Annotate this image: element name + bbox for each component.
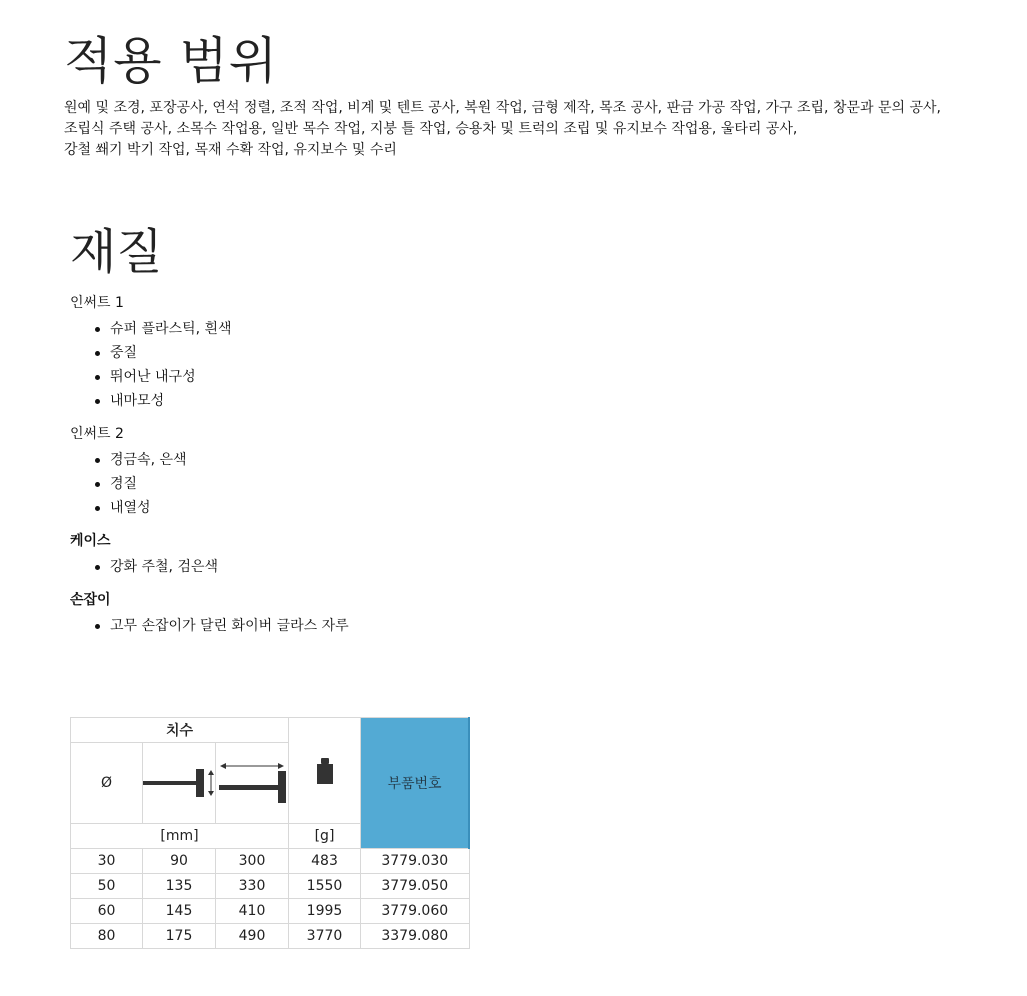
table-cell: 3779.060 <box>361 899 470 924</box>
table-cell: 483 <box>289 849 361 874</box>
list-item: 슈퍼 플라스틱, 흰색 <box>110 317 670 341</box>
table-cell: 50 <box>71 874 143 899</box>
list-item: 중질 <box>110 341 670 365</box>
scope-description <box>64 98 1004 161</box>
part-number-header: 부품번호 <box>361 718 470 849</box>
head-length-icon-cell <box>216 743 289 824</box>
table-cell: 300 <box>216 849 289 874</box>
table-row <box>71 874 470 899</box>
list-item: 경질 <box>110 472 670 496</box>
table-cell: 490 <box>216 924 289 949</box>
scope-title: 적용 범위 <box>64 32 279 90</box>
unit-mm: [mm] <box>71 824 289 849</box>
scope-line: 원예 및 조경, 포장공사, 연석 정렬, 조적 작업, 비계 및 텐트 공사, 복원 작업, 금형 제작, 목조 공사, 판금 가공 작업, 가구 조립, 창문과 문의 공사, <box>64 100 941 116</box>
scope-line: 조립식 주택 공사, 소목수 작업용, 일반 목수 작업, 지붕 틀 작업, 승용차 및 트럭의 조립 및 유지보수 작업용, 울타리 공사, <box>64 121 798 137</box>
handle-heading: 손잡이 <box>70 592 111 608</box>
table-cell: 145 <box>143 899 216 924</box>
table-cell: 80 <box>71 924 143 949</box>
table-row <box>71 899 470 924</box>
insert1-heading: 인써트 1 <box>70 295 124 311</box>
table-cell: 175 <box>143 924 216 949</box>
list-item: 강화 주철, 검은색 <box>110 555 670 579</box>
list-item: 고무 손잡이가 달린 화이버 글라스 자루 <box>110 614 670 638</box>
table-cell: 90 <box>143 849 216 874</box>
diameter-header: Ø <box>71 743 143 824</box>
list-item: 내열성 <box>110 496 670 520</box>
head-length-icon <box>216 761 288 805</box>
material-section <box>70 222 670 638</box>
unit-g: [g] <box>289 824 361 849</box>
handle-length-icon-cell <box>143 743 216 824</box>
table-cell: 3379.080 <box>361 924 470 949</box>
dimensions-header: 치수 <box>71 718 289 743</box>
table-cell: 410 <box>216 899 289 924</box>
table-cell: 1995 <box>289 899 361 924</box>
handle-length-icon <box>143 761 215 805</box>
table-row <box>71 924 470 949</box>
table-row <box>71 849 470 874</box>
list-item: 뛰어난 내구성 <box>110 365 670 389</box>
table-cell: 3770 <box>289 924 361 949</box>
list-item: 내마모성 <box>110 389 670 413</box>
list-item: 경금속, 은색 <box>110 448 670 472</box>
table-cell: 330 <box>216 874 289 899</box>
table-cell: 3779.030 <box>361 849 470 874</box>
handle-list <box>70 614 670 638</box>
weight-icon <box>315 756 335 786</box>
scope-line: 강철 쐐기 박기 작업, 목재 수확 작업, 유지보수 및 수리 <box>64 142 397 158</box>
insert2-heading: 인써트 2 <box>70 426 124 442</box>
case-list <box>70 555 670 579</box>
case-heading: 케이스 <box>70 533 111 549</box>
weight-icon-cell <box>289 718 361 824</box>
material-title: 재질 <box>70 224 163 280</box>
table-cell: 1550 <box>289 874 361 899</box>
insert2-list <box>70 448 670 520</box>
table-cell: 3779.050 <box>361 874 470 899</box>
table-cell: 135 <box>143 874 216 899</box>
scope-section <box>64 30 1004 161</box>
table-cell: 30 <box>71 849 143 874</box>
insert1-list <box>70 317 670 413</box>
table-cell: 60 <box>71 899 143 924</box>
spec-table <box>70 717 470 949</box>
